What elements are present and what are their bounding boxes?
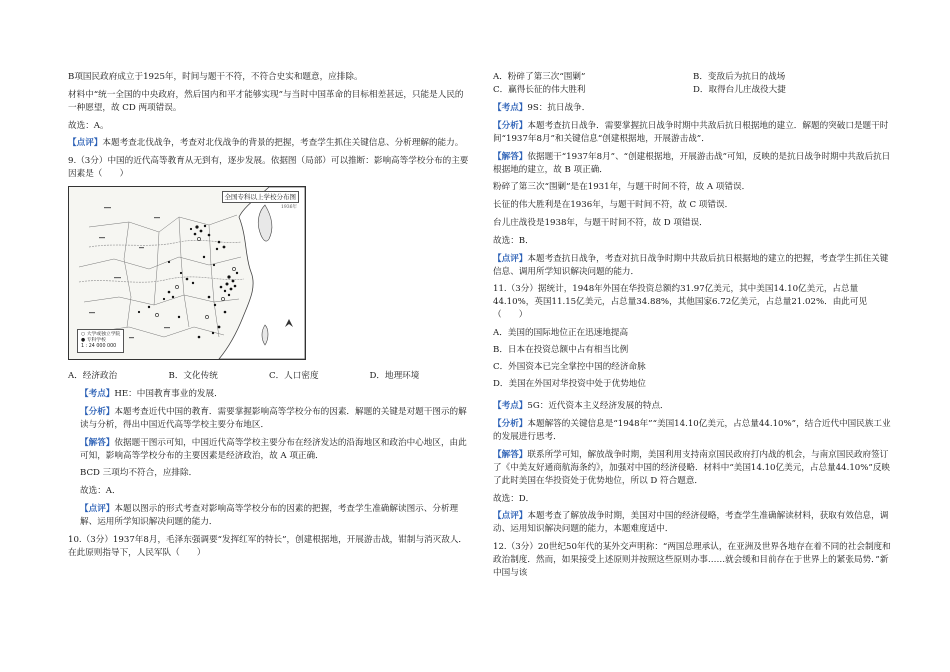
knowledge-text: 5G：近代资本主义经济发展的特点． — [527, 401, 669, 412]
solution — [493, 449, 893, 488]
option-c: C．赢得长征的伟大胜利 — [493, 85, 586, 95]
comment-tag: 【点评】 — [493, 253, 528, 264]
map-title: 全国专科以上学校分布图 — [222, 191, 300, 203]
option-c: C．人口密度 — [269, 370, 319, 381]
question-11-options — [493, 327, 893, 395]
solution — [68, 437, 470, 463]
option-b: B．日本在投资总额中占有相当比例 — [493, 345, 629, 356]
question-9: 9.（3分）中国的近代高等教育从无到有，逐步发展。依据图（局部）可以推断：影响高等学校分布的主要因素是（ ） — [68, 156, 469, 180]
solution-extra: 粉碎了第三次“围剿”是在1931年，与题干时间不符，故 A 项错误． — [493, 182, 751, 193]
option-d: D．地理环境 — [369, 370, 420, 381]
analysis-line: 材料中“统一全国的中央政府，然后国内和平才能够实现”与当时中国革命的目标相差甚远，只能是人民的一种愿望，故 CD 两项错误。 — [68, 89, 464, 113]
knowledge-text: HE：中国教育事业的发展． — [114, 388, 223, 399]
analysis-tag: 【分析】 — [80, 406, 115, 417]
knowledge-tag: 【考点】 — [493, 401, 528, 412]
option-c: C．外国资本已完全掌控中国的经济命脉 — [493, 362, 646, 373]
solution-text: 依据题干“1937年8月”、“创建根据地，开展游击战”可知，反映的是抗日战争时期中共敌后抗日根据地的建立，故 B 项正确． — [493, 151, 891, 175]
question-10-options — [493, 71, 893, 97]
solution-extra: 长征的伟大胜利是在1936年，与题干时间不符，故 C 项错误． — [493, 200, 734, 211]
comment-text: 本题考查了解放战争时期，美国对中国的经济侵略，考查学生准确解读材料，获取有效信息，调动、运用知识解决问题的能力，本题难度适中． — [493, 511, 889, 535]
analysis-tag: 【分析】 — [493, 418, 528, 429]
solution-text: 联系所学可知，解放战争时期，美国利用支持南京国民政府打内战的机会，与南京国民政府签订了《中美友好通商航海条约》，加强对中国的经济侵略．材料中“美国14.10亿美元，占总量44.10%”反映了此时美国在华投资处于优势地位，所以 D 符合题意． — [493, 449, 891, 486]
comment — [68, 503, 470, 529]
solution-text: 依据题干图示可知，中国近代高等学校主要分布在经济发达的沿海地区和政治中心地区，由此可知，影响高等学校分布的主要因素是经济政治，故 A 项正确． — [80, 437, 467, 461]
comment-text: 本题以图示的形式考查对影响高等学校分布的因素的把握，考查学生准确解读图示、分析理解、运用所学知识解决问题的能力． — [80, 503, 459, 527]
answer-line: 故选：D． — [493, 493, 535, 504]
legend-item: ● 专科学校 — [81, 337, 106, 343]
question-12: 12.（3分）20世纪50年代的某外交声明称：“两国总理承认，在亚洲及世界各地存在着不同的社会制度和政治制度．然而，如果接受上述原则并按照这些原则办事……就会缓和目前存在于世界上的紧张局势．”新中国与该 — [493, 542, 891, 579]
solution-tag: 【解答】 — [493, 151, 528, 162]
analysis — [493, 418, 893, 444]
comment-text: 本题考查北伐战争，考查对北伐战争的背景的把握，考查学生抓住关键信息、分析理解的能力。 — [102, 138, 464, 149]
solution-extra: 台儿庄战役是1938年，与题干时间不符，故 D 项错误． — [493, 217, 708, 228]
option-d: D．美国在外国对华投资中处于优势地位 — [493, 379, 646, 390]
analysis-tag: 【分析】 — [493, 120, 528, 131]
knowledge-point — [493, 102, 893, 115]
analysis-text: 本题解答的关键信息是“1948年”“美国14.10亿美元，占总量44.10%”，结合近代中国民族工业的发展进行思考． — [493, 418, 891, 442]
comment-text: 本题考查抗日战争，考查对抗日战争时期中共敌后抗日根据地的建立的把握，考查学生抓住关键信息、调用所学知识解决问题的能力． — [493, 253, 889, 277]
question-11: 11.（3分）据统计，1948年外国在华投资总额约31.97亿美元，其中美国14.10亿美元，占总量44.10%，英国11.15亿美元，占总量34.88%，其他国家6.72亿美元，占总量21.02%．由此可见（ ） — [493, 284, 868, 321]
right-column — [493, 71, 893, 585]
left-column — [68, 71, 470, 565]
analysis — [493, 120, 893, 146]
comment-tag: 【点评】 — [493, 511, 528, 522]
map-subtitle: 1936年 — [281, 204, 297, 210]
legend-scale: 1 : 24 000 000 — [81, 343, 117, 349]
option-a: A．粉碎了第三次“围剿” — [493, 72, 586, 82]
option-b: B．变敌后为抗日的战场 — [693, 72, 786, 82]
analysis-text: 本题考查近代中国的教育．需要掌握影响高等学校分布的因素．解题的关键是对题干图示的解读与分析，得出中国近代高等学校主要分布地区． — [80, 406, 467, 430]
solution — [493, 151, 893, 177]
option-a: A．美国的国际地位正在迅速地提高 — [493, 328, 629, 339]
solution-tag: 【解答】 — [493, 449, 528, 460]
knowledge-point — [68, 388, 470, 401]
comment-tag: 【点评】 — [80, 503, 115, 514]
comment-tag: 【点评】 — [68, 138, 103, 149]
knowledge-tag: 【考点】 — [493, 103, 528, 113]
school-distribution-map — [68, 186, 306, 360]
option-b: B．文化传统 — [168, 370, 218, 381]
option-d: D．取得台儿庄战役大捷 — [693, 85, 786, 95]
answer-line: 故选：B． — [493, 235, 534, 246]
analysis — [68, 406, 470, 432]
option-a: A．经济政治 — [68, 370, 118, 381]
comment — [493, 253, 893, 279]
analysis-text: 本题考查抗日战争．需要掌握抗日战争时期中共敌后抗日根据地的建立．解题的突破口是题干时间“1937年8月”和关键信息“创建根据地，开展游击战”． — [493, 120, 889, 144]
knowledge-point — [493, 400, 893, 413]
question-10: 10.（3分）1937年8月，毛泽东强调要“发挥红军的特长”，创建根据地，开展游击战，钳制与消灭敌人．在此原则指导下，人民军队（ ） — [68, 534, 468, 558]
solution-tag: 【解答】 — [80, 437, 115, 448]
legend-item: ○ 大学或独立学院 — [81, 331, 121, 337]
map-legend — [77, 329, 124, 353]
solution-extra: BCD 三项均不符合，应排除． — [80, 468, 198, 479]
question-9-options — [68, 370, 470, 383]
comment — [493, 510, 893, 536]
knowledge-text: 9S：抗日战争． — [527, 103, 591, 113]
comment-line — [68, 137, 470, 150]
answer-line: 故选：A。 — [68, 120, 109, 131]
knowledge-tag: 【考点】 — [80, 388, 115, 399]
analysis-line: B项国民政府成立于1925年，时间与题干不符，不符合史实和题意，应排除。 — [68, 72, 363, 82]
answer-line: 故选：A． — [80, 486, 121, 497]
